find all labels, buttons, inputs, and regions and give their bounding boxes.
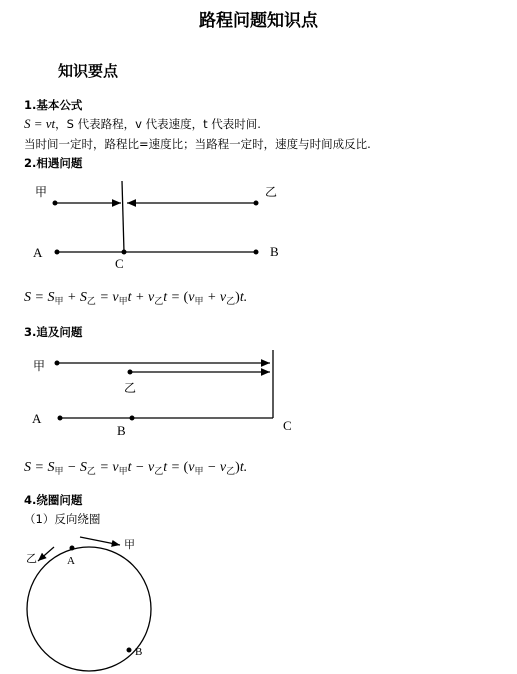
circle-a-label: A [67, 555, 75, 567]
chase-c-label: C [283, 418, 292, 433]
chase-yi-label: 乙 [124, 381, 137, 395]
chase-formula: $S = S_甲 - S_乙 = v_甲t - v_乙t = (v_甲 - v_乙)t$. [24, 460, 248, 477]
meet-formula: $S = S_甲 + S_乙 = v_甲t + v_乙t = (v_甲 + v_乙)t$. [24, 290, 248, 307]
meet-a-label: A [33, 245, 43, 260]
circle-subheading: （1）反向绕圈 [24, 512, 101, 526]
meet-heading: 2.相遇问题 [24, 156, 83, 170]
chase-b-dot [130, 416, 135, 421]
circle-b-label: B [135, 646, 143, 658]
meet-c-label: C [115, 256, 124, 271]
meet-b-label: B [270, 244, 279, 259]
basic-formula: S = vt [24, 116, 56, 131]
meet-c-dot [122, 250, 127, 255]
meet-yi-start [254, 201, 259, 206]
page-title: 路程问题知识点 [199, 11, 318, 31]
track-circle [27, 547, 151, 671]
circle-b-dot [127, 648, 132, 653]
chase-a-dot [58, 416, 63, 421]
basic-ratio-note: 当时间一定时，路程比=速度比；当路程一定时，速度与时间成反比. [24, 137, 371, 151]
circle-heading: 4.绕圈问题 [24, 493, 83, 507]
chase-a-label: A [32, 411, 42, 426]
circle-a-dot [70, 546, 75, 551]
chase-diagram [55, 350, 274, 421]
meet-diagram [53, 181, 259, 255]
meet-jia-label: 甲 [35, 185, 48, 199]
circle-yi-label: 乙 [26, 552, 37, 565]
circle-jia-arrow [80, 537, 120, 545]
meet-jia-start [53, 201, 58, 206]
chase-jia-start [55, 361, 60, 366]
meet-vertical [122, 181, 124, 252]
meet-yi-label: 乙 [265, 185, 278, 199]
chase-heading: 3.追及问题 [24, 325, 83, 339]
circle-jia-label: 甲 [124, 538, 135, 551]
circle-diagram [27, 537, 151, 671]
chase-b-label: B [117, 423, 126, 438]
meet-b-dot [254, 250, 259, 255]
chase-yi-start [128, 370, 133, 375]
basic-formula-description: ，S 代表路程，v 代表速度，t 代表时间. [55, 117, 261, 131]
chase-jia-label: 甲 [33, 359, 46, 373]
section-subtitle: 知识要点 [58, 62, 119, 80]
meet-a-dot [55, 250, 60, 255]
basic-formula-heading: 1.基本公式 [24, 98, 83, 112]
